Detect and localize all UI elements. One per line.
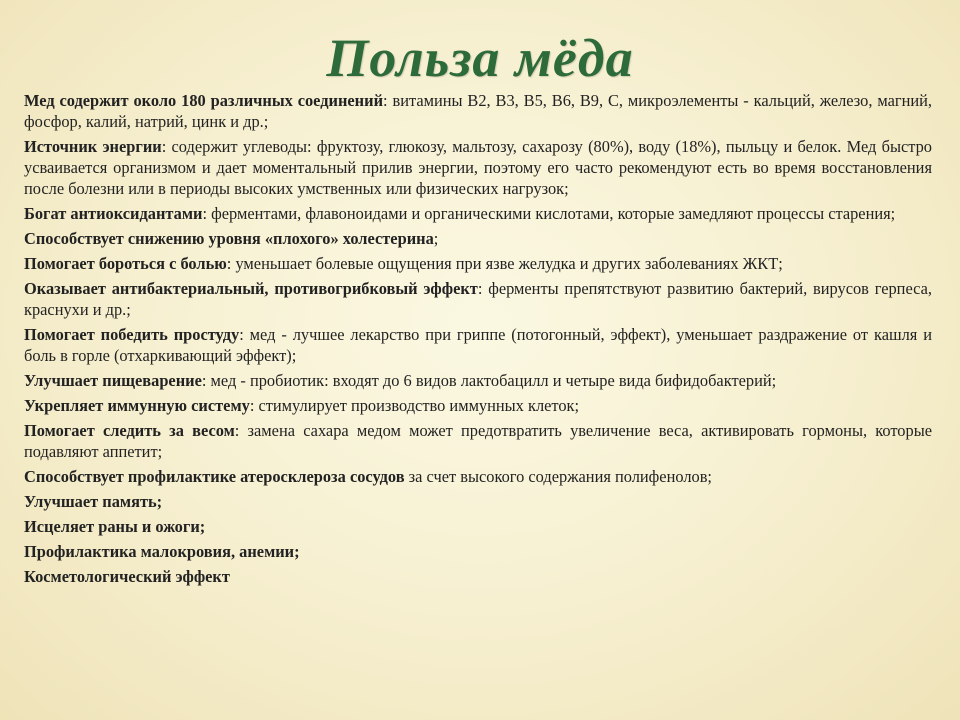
list-item [24, 395, 932, 416]
item-text: : мед - лучшее лекарство при гриппе (потогонный, эффект), уменьшает раздражение от кашля и боль в горле (отхаркивающий эффект); [24, 325, 932, 365]
item-text: : замена сахара медом может предотвратить увеличение веса, активировать гормоны, которые подавляют аппетит; [24, 421, 932, 461]
item-text: : витамины В2, В3, В5, В6, В9, С, микроэлементы - кальций, железо, магний, фосфор, калий, натрий, цинк и др.; [24, 91, 932, 131]
item-lead: Улучшает пищеварение [24, 371, 202, 390]
item-lead: Исцеляет раны и ожоги; [24, 517, 206, 536]
item-lead: Профилактика малокровия, анемии; [24, 542, 300, 561]
item-lead: Мед содержит около 180 различных соединений [24, 91, 384, 110]
item-lead: Улучшает память; [24, 492, 163, 511]
item-text: : ферменты препятствуют развитию бактерий, вирусов герпеса, краснухи и др.; [24, 279, 932, 319]
list-item [24, 541, 932, 562]
item-lead: Богат антиоксидантами [24, 204, 203, 223]
item-lead: Помогает бороться с болью [24, 254, 227, 273]
item-text: : стимулирует производство иммунных клеток; [249, 396, 580, 415]
list-item [24, 420, 932, 462]
list-item [24, 253, 932, 274]
item-lead: Помогает следить за весом [24, 421, 235, 440]
list-item [24, 278, 932, 320]
list-item [24, 491, 932, 512]
list-item [24, 324, 932, 366]
list-item [24, 136, 932, 199]
list-item [24, 90, 932, 132]
list-item [24, 370, 932, 391]
item-lead: Помогает победить простуду [24, 325, 240, 344]
item-lead: Способствует профилактике атеросклероза сосудов [24, 467, 405, 486]
list-item [24, 203, 932, 224]
item-text: : содержит углеводы: фруктозу, глюкозу, мальтозу, сахарозу (80%), воду (18%), пыльцу и белок. Мед быстро усваивается организмом и дает моментальный прилив энергии, поэтому его часто рекомендуют есть во время восстановления после болезни или в периоды высоких умственных или физических нагрузок; [24, 137, 932, 198]
item-text: ; [433, 229, 439, 248]
item-lead: Косметологический эффект [24, 567, 230, 586]
list-item [24, 516, 932, 537]
item-text: : уменьшает болевые ощущения при язве желудка и других заболеваниях ЖКТ; [226, 254, 783, 273]
item-lead: Укрепляет иммунную систему [24, 396, 250, 415]
item-text: : мед - пробиотик: входят до 6 видов лактобацилл и четыре вида бифидобактерий; [201, 371, 777, 390]
list-item [24, 228, 932, 249]
item-lead: Оказывает антибактериальный, противогрибковый эффект [24, 279, 478, 298]
benefits-list [24, 90, 932, 591]
list-item [24, 566, 932, 587]
page-title: Польза мёда [326, 28, 634, 88]
item-text: за счет высокого содержания полифенолов; [404, 467, 712, 486]
item-lead: Способствует снижению уровня «плохого» холестерина [24, 229, 434, 248]
item-lead: Источник энергии [24, 137, 162, 156]
item-text: : ферментами, флавоноидами и органическими кислотами, которые замедляют процессы старения; [202, 204, 896, 223]
list-item [24, 466, 932, 487]
